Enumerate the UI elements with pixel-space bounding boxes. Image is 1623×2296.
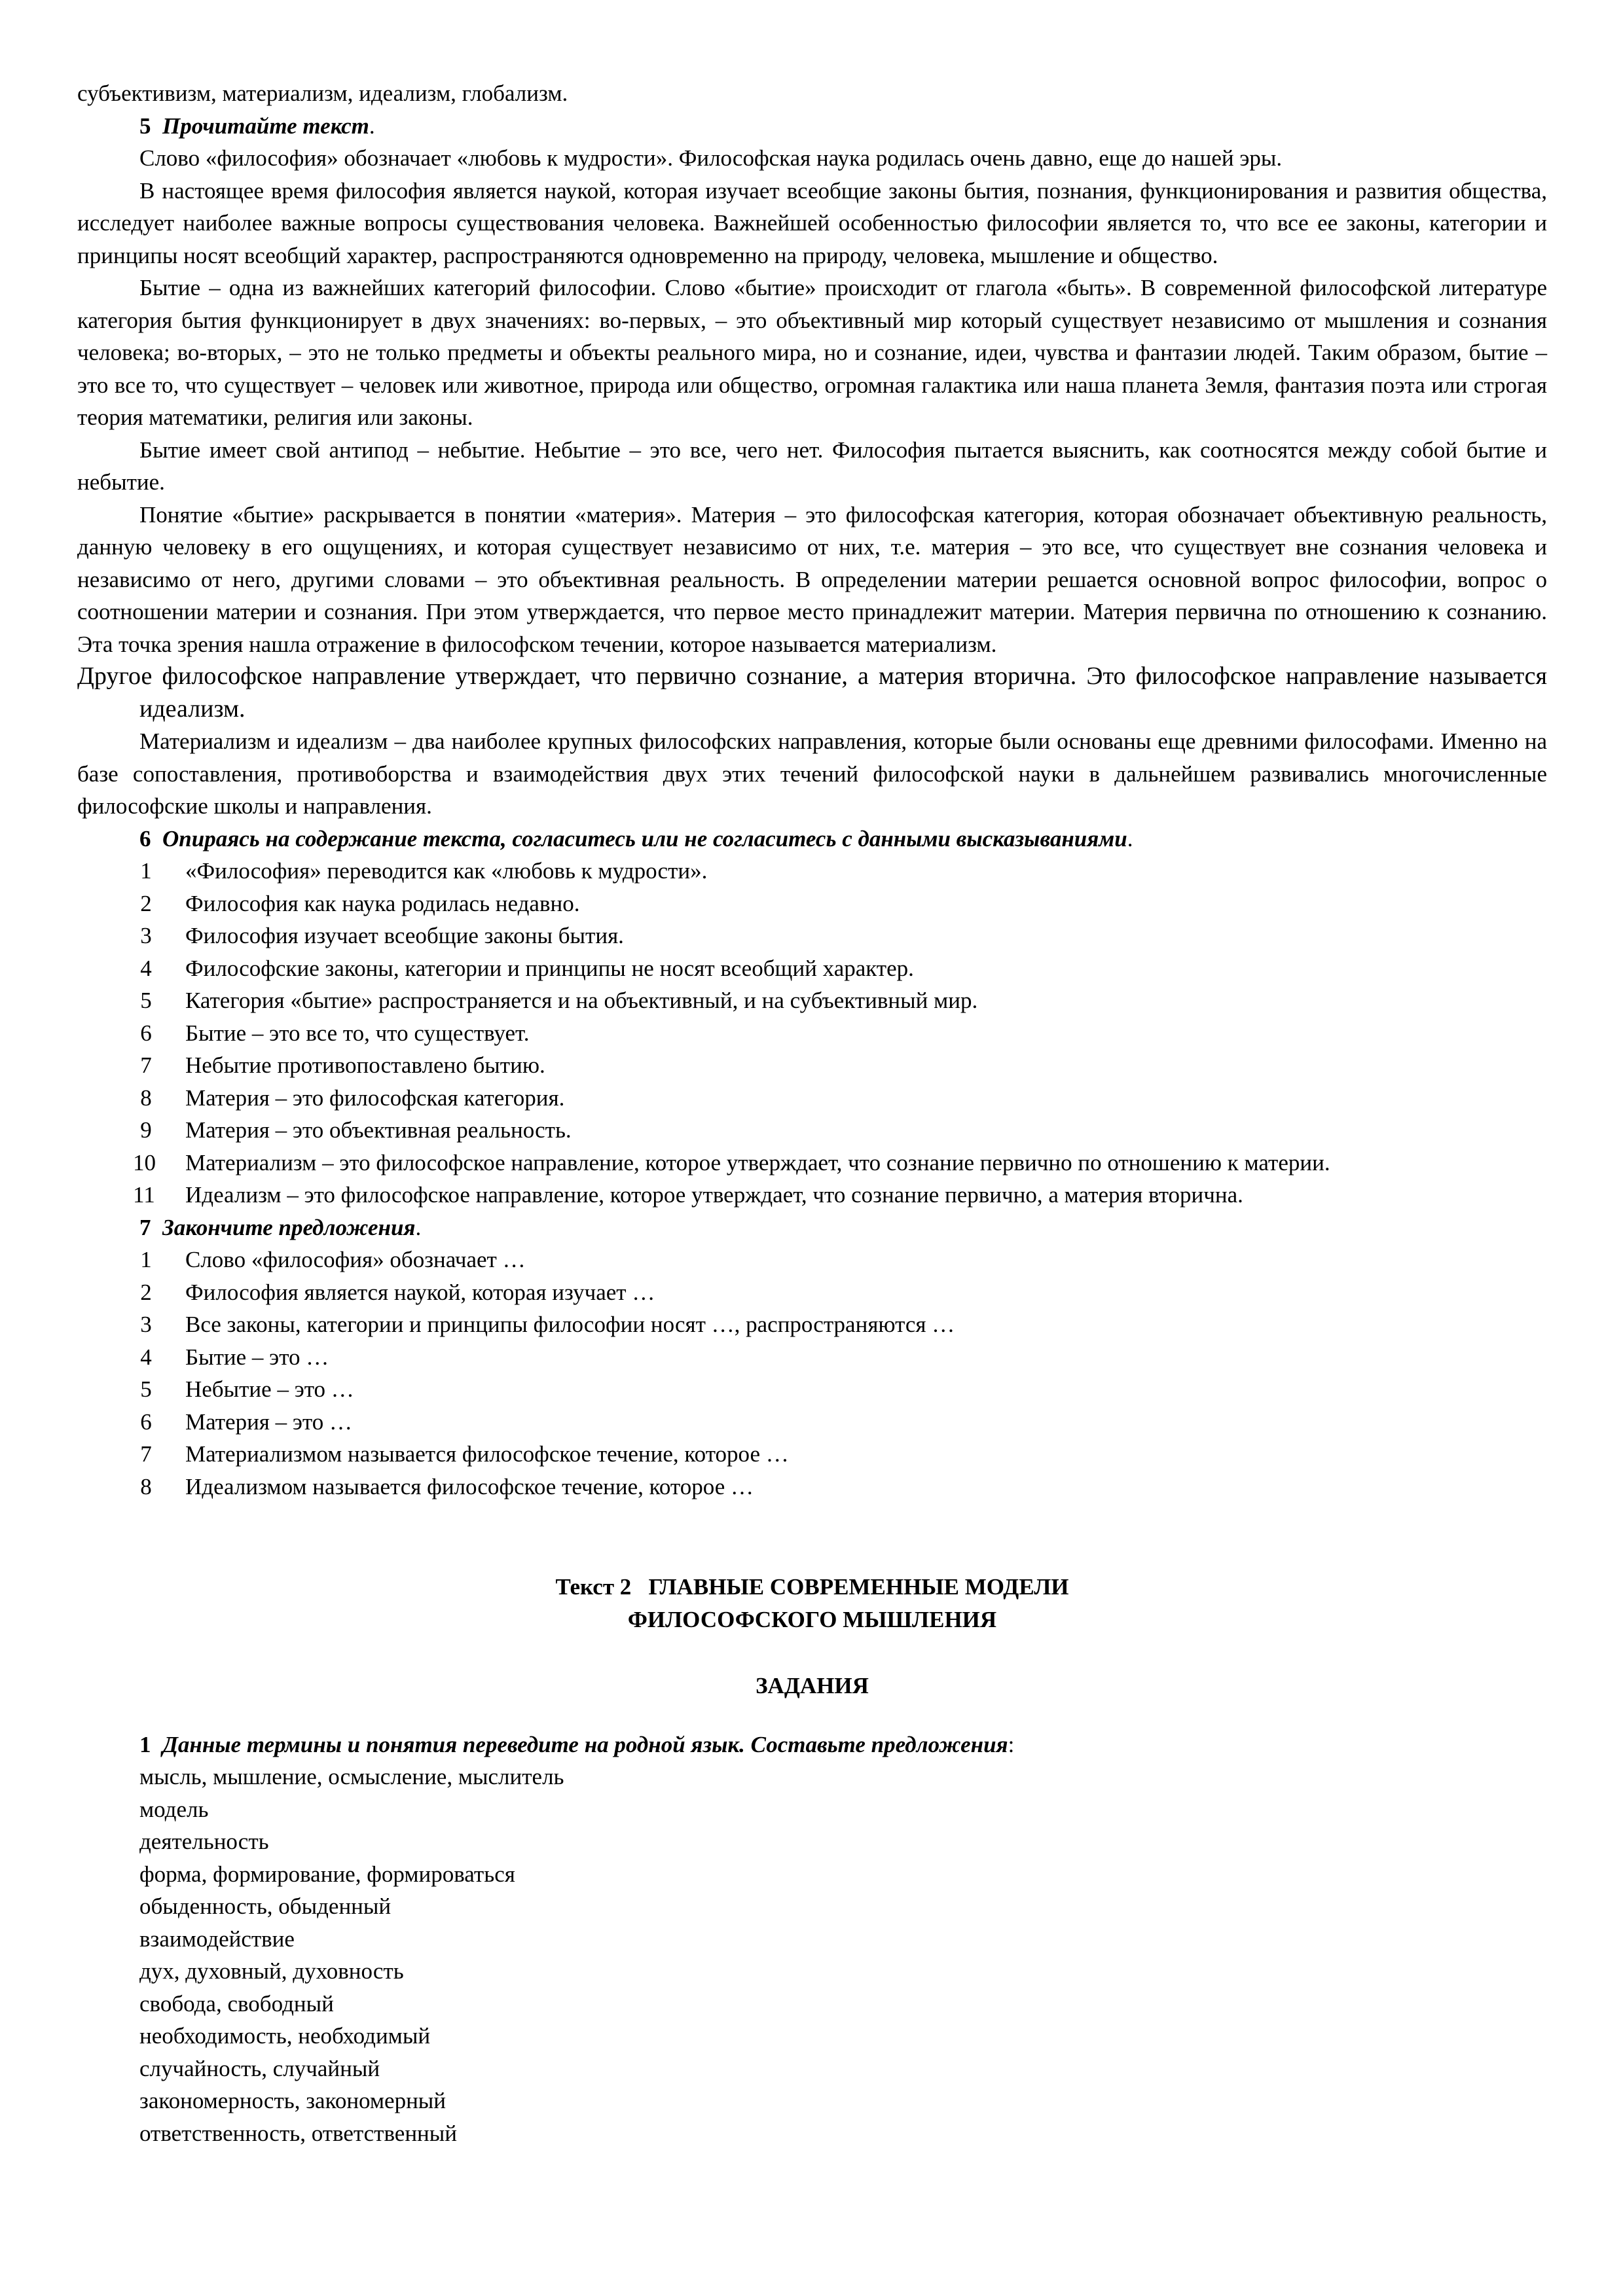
item-text: Философские законы, категории и принципы не носят всеобщий характер. <box>185 955 914 981</box>
spacer <box>77 1636 1547 1670</box>
term-item: модель <box>139 1796 209 1822</box>
paragraph: Понятие «бытие» раскрывается в понятии «материя». Материя – это философская категория, которая обозначает объективную реальность, данную человеку в его ощущениях, и которая существует независимо от них, т.е. материя – это все, что существует вне сознания человека и независимо от него, другими словами – это объективная реальность. В определении материи решается основной вопрос философии, вопрос о соотношении материи и сознания. При этом утверждается, что первое место принадлежит материи. Материя первична по отношению к сознанию. Эта точка зрения нашла отражение в философском течении, которое называется материализм. <box>77 501 1547 657</box>
paragraph: Бытие – одна из важнейших категорий философии. Слово «бытие» происходит от глагола «быть». В современной философской литературе категория бытия функционирует в двух значениях: во-первых, – это объективный мир который существует независимо от мышления и сознания человека; во-вторых, – это не только предметы и объекты реального мира, но и сознание, идеи, чувства и фантазии людей. Таким образом, бытие – это все то, что существует – человек или животное, природа или общество, огромная галактика или наша планета Земля, фантазия поэта или строгая теория математики, религия или законы. <box>77 275 1547 430</box>
term-item: мысль, мышление, осмысление, мыслитель <box>139 1764 564 1789</box>
item-text: Материализмом называется философское течение, которое … <box>185 1441 789 1467</box>
task-5-heading: 5 Прочитайте текст. <box>139 113 375 139</box>
item-number: 5 <box>140 988 152 1013</box>
list-item <box>77 1373 1547 1406</box>
task-number: 5 <box>139 113 151 139</box>
task-number: 1 <box>139 1731 151 1757</box>
list-item <box>77 1308 1547 1341</box>
item-text: Материализм – это философское направление, которое утверждает, что сознание первично по отношению к материи. <box>185 1149 1330 1175</box>
item-number: 4 <box>140 1344 152 1370</box>
task-6-heading: 6 Опираясь на содержание текста, согласитесь или не согласитесь с данными высказываниями. <box>139 825 1133 852</box>
item-number: 4 <box>140 955 152 981</box>
list-item <box>77 952 1547 985</box>
item-text: Материя – это … <box>185 1408 353 1435</box>
paragraph: Слово «философия» обозначает «любовь к мудрости». Философская наука родилась очень давно, еще до нашей эры. <box>139 145 1283 171</box>
item-text: Философия как наука родилась недавно. <box>185 890 580 916</box>
item-number: 1 <box>140 1247 152 1272</box>
list-item <box>77 1438 1547 1471</box>
term-item: взаимодействие <box>139 1926 295 1952</box>
text2-title-line1: Текст 2 ГЛАВНЫЕ СОВРЕМЕННЫЕ МОДЕЛИ <box>555 1574 1069 1600</box>
item-number: 11 <box>133 1182 155 1208</box>
term-item: дух, духовный, духовность <box>139 1958 404 1984</box>
task-number: 7 <box>139 1214 151 1240</box>
item-number: 10 <box>133 1149 156 1175</box>
text2-task-1-heading: 1 Данные термины и понятия переведите на родной язык. Составьте предложения: <box>139 1731 1015 1757</box>
item-number: 1 <box>140 858 152 884</box>
item-number: 7 <box>140 1441 152 1467</box>
paragraph: Бытие имеет свой антипод – небытие. Небытие – это все, чего нет. Философия пытается выяснить, как соотносятся между собой бытие и небытие. <box>77 437 1547 495</box>
term-item: ответственность, ответственный <box>139 2120 458 2146</box>
list-item <box>77 1147 1547 1179</box>
item-number: 3 <box>140 923 152 948</box>
text2-title-line2: ФИЛОСОФСКОГО МЫШЛЕНИЯ <box>627 1606 997 1632</box>
list-item <box>77 1244 1547 1276</box>
list-item <box>77 1276 1547 1309</box>
item-number: 9 <box>140 1117 152 1143</box>
item-text: Категория «бытие» распространяется и на объективный, и на субъективный мир. <box>185 988 978 1013</box>
task-title: Данные термины и понятия переведите на родной язык. Составьте предложения <box>162 1731 1008 1757</box>
term-item: обыденность, обыденный <box>139 1893 392 1919</box>
item-text: Бытие – это все то, что существует. <box>185 1020 530 1046</box>
list-item <box>77 1017 1547 1050</box>
item-text: Философия изучает всеобщие законы бытия. <box>185 923 624 948</box>
item-number: 2 <box>140 1279 152 1305</box>
list-item <box>77 1049 1547 1082</box>
item-number: 6 <box>140 1020 152 1046</box>
item-text: Слово «философия» обозначает … <box>185 1247 526 1272</box>
item-number: 8 <box>140 1085 152 1111</box>
term-item: необходимость, необходимый <box>139 2023 431 2049</box>
list-item <box>77 920 1547 952</box>
item-text: Небытие – это … <box>185 1376 354 1402</box>
task-number: 6 <box>139 825 151 852</box>
list-item <box>77 855 1547 888</box>
term-item: форма, формирование, формироваться <box>139 1861 515 1887</box>
task-title: Опираясь на содержание текста, согласитесь или не согласитесь с данными высказываниями <box>162 825 1127 852</box>
item-number: 2 <box>140 890 152 916</box>
list-item <box>77 984 1547 1017</box>
spacer <box>77 1503 1547 1571</box>
list-item <box>77 1341 1547 1374</box>
item-text: Материя – это философская категория. <box>185 1085 565 1111</box>
item-text: Небытие противопоставлено бытию. <box>185 1052 545 1078</box>
item-text: Все законы, категории и принципы философии носят …, распространяются … <box>185 1312 955 1337</box>
item-text: Бытие – это … <box>185 1344 329 1370</box>
item-number: 6 <box>140 1408 152 1435</box>
term-item: случайность, случайный <box>139 2055 380 2081</box>
term-item: деятельность <box>139 1829 269 1854</box>
spacer <box>77 1702 1547 1729</box>
task-6-list <box>77 855 1547 1211</box>
list-item <box>77 1114 1547 1147</box>
item-number: 8 <box>140 1473 152 1499</box>
paragraph: Другое философское направление утверждает, что первично сознание, а материя вторична. Это философское направление называется идеализм. <box>77 662 1547 723</box>
item-text: Материя – это объективная реальность. <box>185 1117 572 1143</box>
item-number: 7 <box>140 1052 152 1078</box>
task-7-list <box>77 1244 1547 1503</box>
list-item <box>77 888 1547 920</box>
task-7-heading: 7 Закончите предложения. <box>139 1214 422 1240</box>
terms-list <box>77 1761 1547 2149</box>
document-page <box>77 77 1547 2149</box>
term-item: свобода, свободный <box>139 1990 334 2017</box>
paragraph: В настоящее время философия является наукой, которая изучает всеобщие законы бытия, познания, функционирования и развития общества, исследует наиболее важные вопросы существования человека. Важнейшей особенностью философии является то, что все ее законы, категории и принципы носят всеобщий характер, распространяются одновременно на природу, человека, мышление и общество. <box>77 177 1547 268</box>
item-number: 5 <box>140 1376 152 1402</box>
paragraph: Материализм и идеализм – два наиболее крупных философских направления, которые были основаны еще древними философами. Именно на базе сопоставления, противоборства и взаимодействия двух этих течений философской науки в дальнейшем развивались многочисленные философские школы и направления. <box>77 728 1547 819</box>
list-item <box>77 1406 1547 1439</box>
top-line: субъективизм, материализм, идеализм, глобализм. <box>77 81 568 106</box>
tasks-heading: ЗАДАНИЯ <box>756 1673 869 1698</box>
list-item <box>77 1082 1547 1115</box>
item-number: 3 <box>140 1312 152 1337</box>
list-item <box>77 1471 1547 1503</box>
list-item <box>77 1179 1547 1211</box>
item-text: Философия является наукой, которая изучает … <box>185 1279 655 1305</box>
item-text: «Философия» переводится как «любовь к мудрости». <box>185 858 708 884</box>
task-title: Прочитайте текст <box>162 113 369 139</box>
item-text: Идеализм – это философское направление, которое утверждает, что сознание первично, а материя вторична. <box>185 1182 1243 1208</box>
term-item: закономерность, закономерный <box>139 2088 447 2113</box>
item-text: Идеализмом называется философское течение, которое … <box>185 1473 754 1499</box>
task-title: Закончите предложения <box>162 1214 416 1240</box>
